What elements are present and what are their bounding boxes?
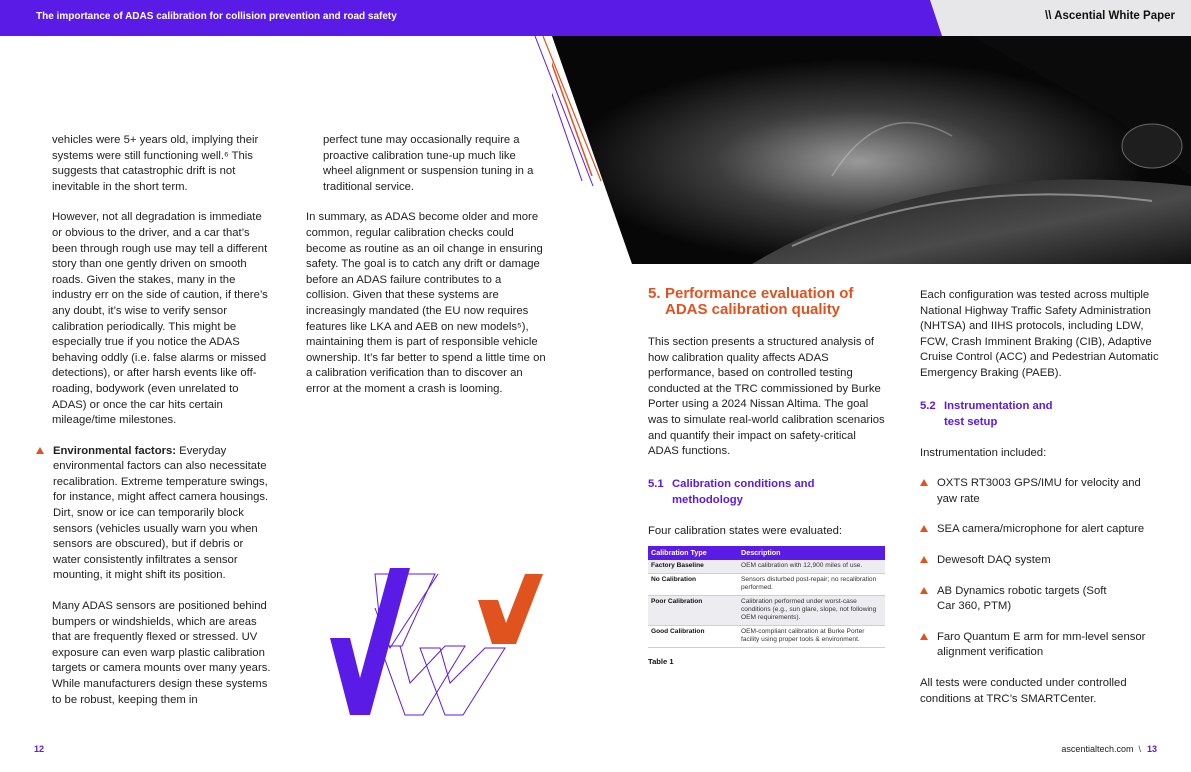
triangle-bullet-icon: [920, 479, 928, 486]
table-cell: Poor Calibration: [648, 596, 738, 626]
section-5-1-heading: [648, 476, 888, 508]
paragraph: Instrumentation included:: [920, 446, 1047, 459]
list-item: [920, 476, 1160, 507]
footer-separator: \: [1138, 744, 1141, 754]
list-item-text: Dewesoft DAQ system: [937, 553, 1051, 566]
left-column-1: [36, 133, 272, 708]
triangle-bullet-icon: [920, 525, 928, 532]
page-number-left: 12: [34, 744, 45, 754]
section-title: Instrumentation and test setup: [944, 399, 1053, 428]
header-title: The importance of ADAS calibration for collision prevention and road safety: [36, 11, 397, 22]
paragraph: Many ADAS sensors are positioned behind bumpers or windshields, which are areas that are frequently flexed or stressed. UV exposure can even warp plastic calibration targets or camera mounts over many years. While manufacturers design these systems to be robust, keeping them in: [52, 600, 271, 706]
list-item: [920, 630, 1160, 661]
table-row: [648, 596, 885, 626]
left-column-2: [306, 133, 546, 398]
table-caption: Table 1: [648, 657, 674, 666]
calibration-table: [648, 546, 885, 648]
car-photo-image: [552, 36, 1191, 264]
section-5-2-heading: [920, 398, 1160, 430]
paragraph: Four calibration states were evaluated:: [648, 524, 843, 537]
right-column-2: [920, 288, 1160, 707]
table-cell: No Calibration: [648, 574, 738, 596]
footer-right: [1061, 744, 1157, 754]
triangle-bullet-icon: [920, 633, 928, 640]
paragraph: perfect tune may occasionally require a proactive calibration tune-up much like wheel alignment or suspension tuning in a traditional service.: [323, 134, 534, 193]
section-number: 5.: [648, 285, 661, 302]
list-item-text: SEA camera/microphone for alert capture: [937, 523, 1145, 536]
list-item: [920, 522, 1160, 538]
bullet-environmental: [36, 444, 272, 584]
triangle-bullet-icon: [36, 447, 44, 454]
header-brand: \\ Ascential White Paper: [1045, 10, 1175, 22]
section-number: 5.2: [920, 399, 936, 412]
checkmark-logo-graphic: [320, 568, 550, 718]
table-cell: OEM calibration with 12,900 miles of use.: [738, 560, 885, 574]
section-title: Calibration conditions and methodology: [672, 477, 815, 506]
page-number-right: 13: [1146, 744, 1157, 754]
bullet-text: Everyday environmental factors can also necessitate recalibration. Extreme temperature swings, for instance, might affect camera housings. Dirt, snow or ice can temporarily block sensors (vehicles usually warn you when sensors are obscured), but if debris or water consistently infiltrates a sensor mounting, it might shift its position.: [53, 444, 269, 582]
table-cell: OEM-compliant calibration at Burke Porter facility using proper tools & environment.: [738, 626, 885, 648]
paragraph: However, not all degradation is immediate or obvious to the driver, and a car that’s been through rough use may tell a different story than one gently driven on smooth roads. Given the stakes, many in the industry err on the side of caution, if there’s any doubt, it’s wise to verify sensor calibration periodically. This might be especially true if you notice the ADAS behaving oddly (i.e. false alarms or missed detections), or after harsh events like off-roading, bodywork (even unrelated to ADAS) or once the car hits certain mileage/time milestones.: [52, 211, 268, 427]
paragraph: In summary, as ADAS become older and more common, regular calibration checks could become as routine as an oil change in ensuring safety. The goal is to catch any drift or damage before an ADAS failure contributes to a collision. Given that these systems are increasingly mandated (the EU now requires features like LKA and AEB on new models⁵), maintaining them is part of responsible vehicle ownership. It’s far better to spend a little time on a calibration verification than to discover an error at the moment a crash is looming.: [306, 211, 546, 395]
table-row: [648, 574, 885, 596]
paragraph: All tests were conducted under controlled conditions at TRC’s SMARTCenter.: [920, 676, 1127, 705]
right-column-1: [648, 335, 888, 539]
table-header: Calibration Type: [648, 546, 738, 560]
section-title: Performance evaluation of ADAS calibration quality: [665, 285, 854, 318]
bullet-label: Environmental factors:: [53, 444, 177, 457]
list-item-text: OXTS RT3003 GPS/IMU for velocity and yaw rate: [937, 477, 1141, 505]
table-cell: Factory Baseline: [648, 560, 738, 574]
list-item: [920, 553, 1160, 569]
table-cell: Good Calibration: [648, 626, 738, 648]
triangle-bullet-icon: [920, 556, 928, 563]
paragraph: Each configuration was tested across multiple National Highway Traffic Safety Administration (NHTSA) and IIHS protocols, including LDW, FCW, Crash Imminent Braking (CIB), Adaptive Cruise Control (ACC) and Pedestrian Automatic Emergency Braking (PAEB).: [920, 289, 1159, 379]
section-number: 5.1: [648, 477, 664, 490]
table-row: [648, 626, 885, 648]
table-row: [648, 560, 885, 574]
paragraph: vehicles were 5+ years old, implying their systems were still functioning well.⁶ This suggests that catastrophic drift is not inevitable in the short term.: [52, 134, 259, 193]
list-item-text: Faro Quantum E arm for mm-level sensor alignment verification: [937, 630, 1146, 659]
paragraph: This section presents a structured analysis of how calibration quality affects ADAS performance, based on controlled testing conducted at the TRC commissioned by Burke Porter using a 2024 Nissan Altima. The goal was to simulate real-world calibration scenarios and quantify their impact on safety-critical ADAS functions.: [648, 336, 885, 458]
table-cell: Calibration performed under worst-case conditions (e.g., sun glare, slope, not following OEM requirements).: [738, 596, 885, 626]
footer-url-link[interactable]: ascentialtech.com: [1061, 744, 1134, 754]
list-item-text: AB Dynamics robotic targets (Soft Car 360, PTM): [937, 584, 1107, 613]
table-header: Description: [738, 546, 885, 560]
section-5-heading: [648, 286, 888, 318]
list-item: [920, 584, 1160, 615]
triangle-bullet-icon: [920, 587, 928, 594]
table-cell: Sensors disturbed post-repair; no recalibration performed.: [738, 574, 885, 596]
